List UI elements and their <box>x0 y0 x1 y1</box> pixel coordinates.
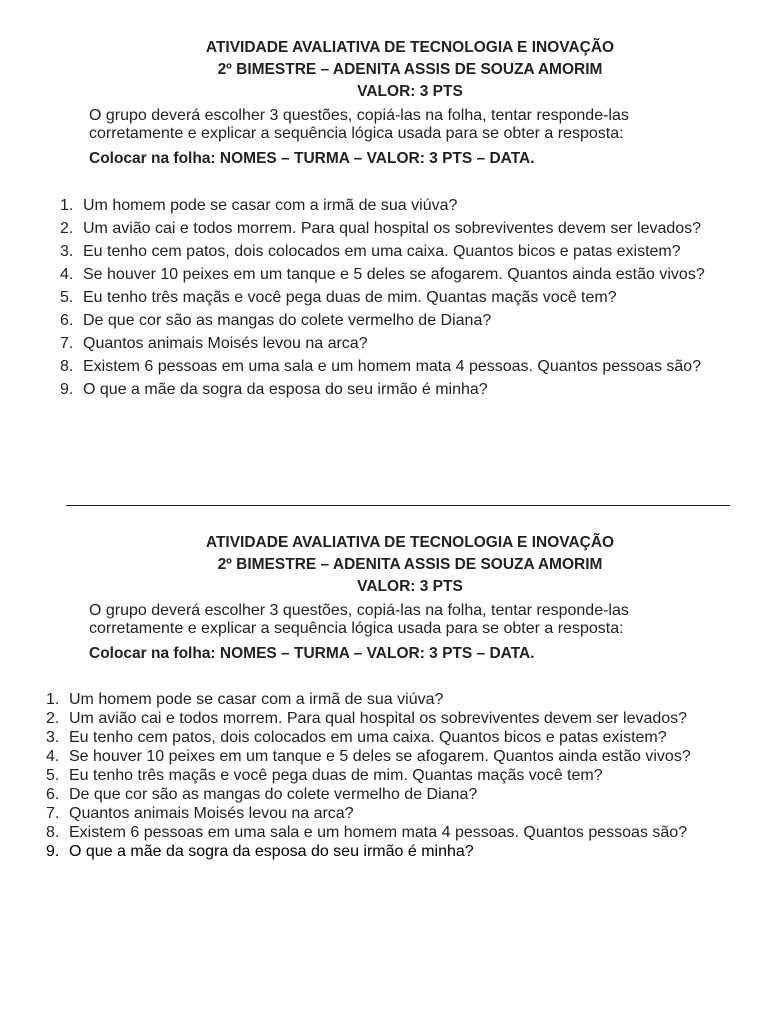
activity-section-1 <box>0 37 768 398</box>
question-item <box>0 265 733 284</box>
question-text: Eu tenho três maçãs e você pega duas de mim. Quantas maçãs você tem? <box>83 289 617 306</box>
question-item <box>0 311 733 330</box>
question-number: 7. <box>60 335 74 352</box>
intro-paragraph: O grupo deverá escolher 3 questões, copiá-las na folha, tentar responde-las corretamente e explicar a sequência lógica usada para se obter a resposta: <box>89 602 629 637</box>
question-item <box>0 196 733 215</box>
question-item <box>0 766 731 785</box>
question-list <box>0 690 768 861</box>
document-title: ATIVIDADE AVALIATIVA DE TECNOLOGIA E INOVAÇÃO <box>205 534 615 551</box>
question-text: Se houver 10 peixes em um tanque e 5 deles se afogarem. Quantos ainda estão vivos? <box>83 266 705 283</box>
question-number: 6. <box>60 312 74 329</box>
question-number: 4. <box>46 748 60 765</box>
question-item <box>0 747 731 766</box>
question-number: 8. <box>60 358 74 375</box>
document-subtitle: 2º BIMESTRE – ADENITA ASSIS DE SOUZA AMORIM <box>217 556 603 573</box>
question-text: Eu tenho três maçãs e você pega duas de mim. Quantas maçãs você tem? <box>69 767 603 784</box>
question-text: Um homem pode se casar com a irmã de sua viúva? <box>69 691 444 708</box>
question-text: O que a mãe da sogra da esposa do seu irmão é minha? <box>83 381 488 398</box>
intro-paragraph: O grupo deverá escolher 3 questões, copiá-las na folha, tentar responde-las corretamente e explicar a sequência lógica usada para se obter a resposta: <box>89 107 629 142</box>
question-text: Um avião cai e todos morrem. Para qual hospital os sobreviventes devem ser levados? <box>69 710 688 727</box>
question-number: 8. <box>46 824 60 841</box>
question-item <box>0 728 731 747</box>
question-text: Existem 6 pessoas em uma sala e um homem mata 4 pessoas. Quantos pessoas são? <box>83 358 702 375</box>
question-number: 4. <box>60 266 74 283</box>
question-number: 9. <box>46 843 60 860</box>
question-item <box>0 823 731 842</box>
document-value: VALOR: 3 PTS <box>357 83 463 100</box>
question-text: Se houver 10 peixes em um tanque e 5 deles se afogarem. Quantos ainda estão vivos? <box>69 748 691 765</box>
question-item <box>0 842 731 861</box>
question-text: Existem 6 pessoas em uma sala e um homem mata 4 pessoas. Quantos pessoas são? <box>69 824 688 841</box>
question-text: Quantos animais Moisés levou na arca? <box>83 335 368 352</box>
question-number: 1. <box>46 691 60 708</box>
question-text: O que a mãe da sogra da esposa do seu irmão é minha? <box>69 843 474 860</box>
section-divider <box>66 505 730 506</box>
question-item <box>0 334 733 353</box>
activity-section-2 <box>0 532 768 860</box>
question-number: 1. <box>60 197 74 214</box>
question-item <box>0 785 731 804</box>
question-item <box>0 709 731 728</box>
question-number: 5. <box>60 289 74 306</box>
question-text: De que cor são as mangas do colete vermelho de Diana? <box>83 312 492 329</box>
question-number: 6. <box>46 786 60 803</box>
question-text: Eu tenho cem patos, dois colocados em uma caixa. Quantos bicos e patas existem? <box>69 729 667 746</box>
question-text: Um avião cai e todos morrem. Para qual hospital os sobreviventes devem ser levados? <box>83 220 702 237</box>
question-number: 7. <box>46 805 60 822</box>
document-title: ATIVIDADE AVALIATIVA DE TECNOLOGIA E INOVAÇÃO <box>205 39 615 56</box>
question-number: 3. <box>46 729 60 746</box>
question-number: 3. <box>60 243 74 260</box>
question-text: Quantos animais Moisés levou na arca? <box>69 805 354 822</box>
document-value: VALOR: 3 PTS <box>357 578 463 595</box>
question-text: Eu tenho cem patos, dois colocados em uma caixa. Quantos bicos e patas existem? <box>83 243 681 260</box>
question-text: Um homem pode se casar com a irmã de sua viúva? <box>83 197 458 214</box>
instruction-line: Colocar na folha: NOMES – TURMA – VALOR: 3 PTS – DATA. <box>89 645 535 662</box>
question-number: 5. <box>46 767 60 784</box>
question-text: De que cor são as mangas do colete vermelho de Diana? <box>69 786 478 803</box>
question-number: 9. <box>60 381 74 398</box>
question-item <box>0 242 733 261</box>
question-number: 2. <box>60 220 74 237</box>
document-subtitle: 2º BIMESTRE – ADENITA ASSIS DE SOUZA AMORIM <box>217 61 603 78</box>
question-item <box>0 690 731 709</box>
question-number: 2. <box>46 710 60 727</box>
question-item <box>0 357 733 376</box>
question-item <box>0 219 733 238</box>
question-item <box>0 288 733 307</box>
question-item <box>0 804 731 823</box>
question-item <box>0 380 733 399</box>
question-list <box>0 196 768 403</box>
instruction-line: Colocar na folha: NOMES – TURMA – VALOR: 3 PTS – DATA. <box>89 150 535 167</box>
